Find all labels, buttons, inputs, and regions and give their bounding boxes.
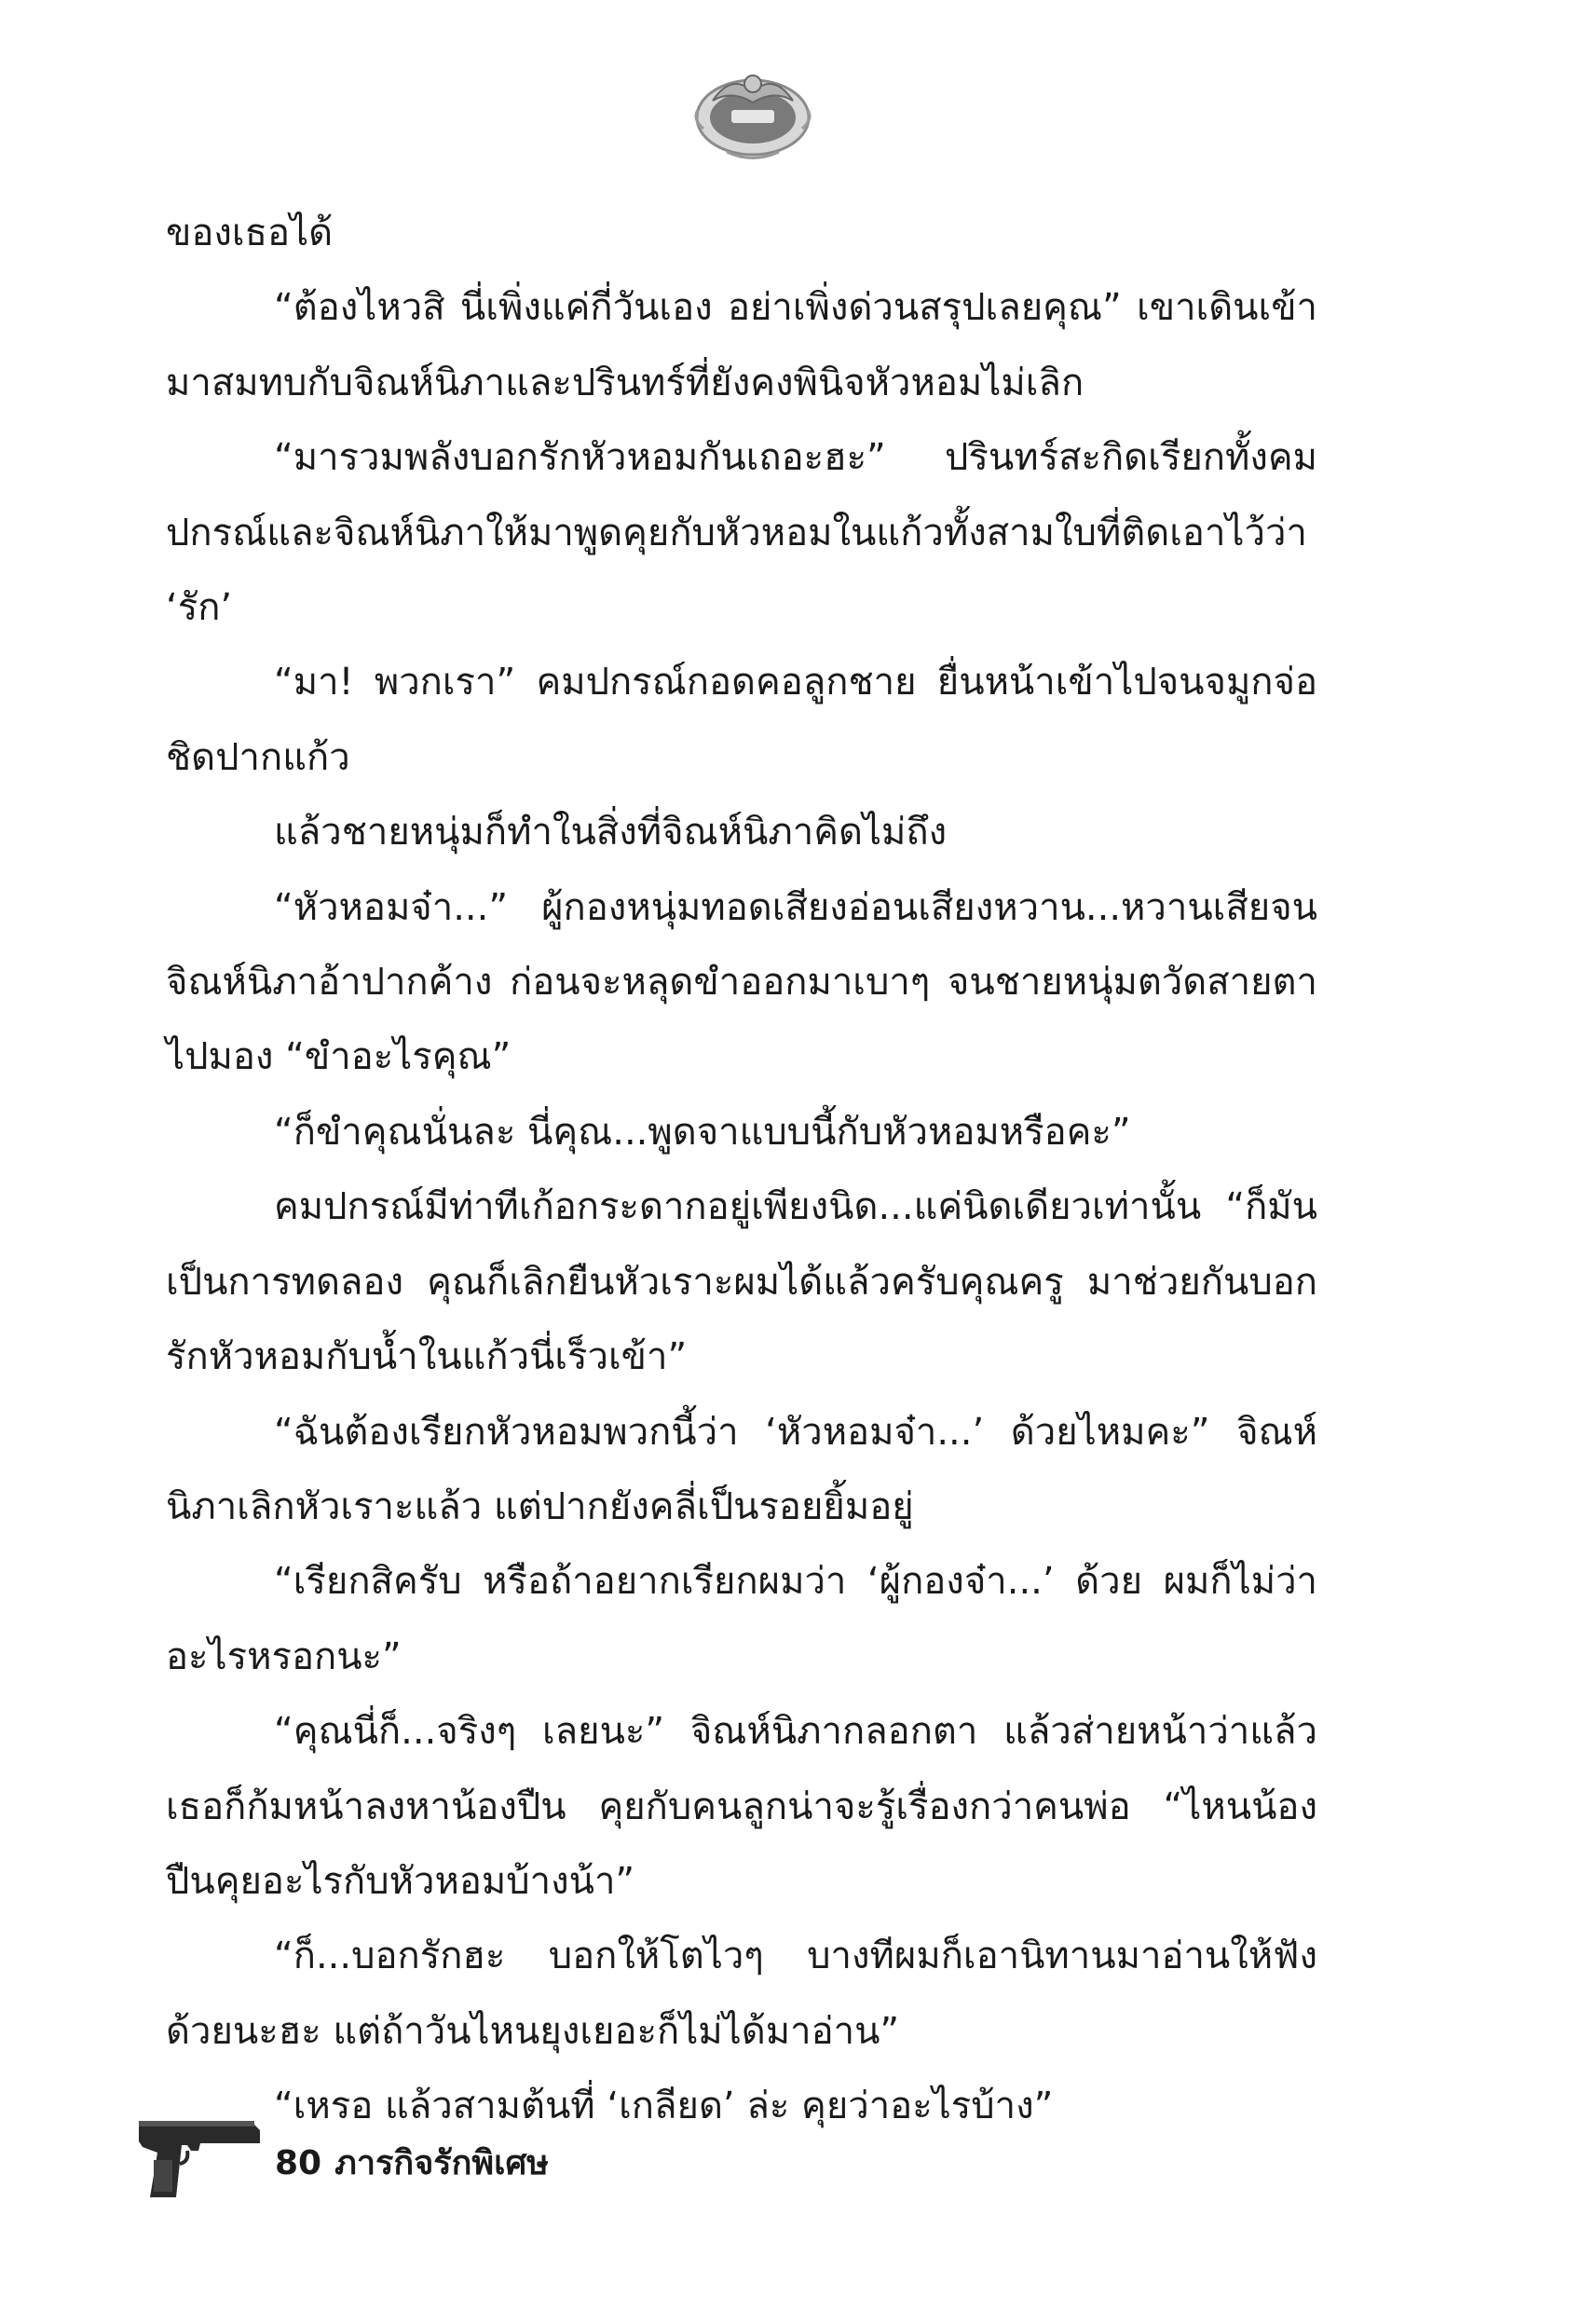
paragraph: “มา! พวกเรา” คมปกรณ์กอดคอลูกชาย ยื่นหน้าเข้าไปจนจมูกจ่อชิดปากแก้ว	[166, 661, 1317, 779]
paragraph: “มารวมพลังบอกรักหัวหอมกันเถอะฮะ” ปรินทร์สะกิดเรียกทั้งคมปกรณ์และจิณห์นิภาให้มาพูดคุยกับหัวหอมในแก้วทั้งสามใบที่ติดเอาไว้ว่า ‘รัก’	[166, 436, 1317, 630]
paragraph: คมปกรณ์มีท่าทีเก้อกระดากอยู่เพียงนิด...แค่นิดเดียวเท่านั้น “ก็มันเป็นการทดลอง คุณก็เลิกยืนหัวเราะผมได้แล้วครับคุณครู มาช่วยกันบอกรักหัวหอมกับน้ำในแก้วนี่เร็วเข้า”	[166, 1185, 1317, 1379]
paragraph: “เรียกสิครับ หรือถ้าอยากเรียกผมว่า ‘ผู้กองจ๋า...’ ด้วย ผมก็ไม่ว่าอะไรหรอกนะ”	[166, 1560, 1317, 1678]
publisher-logo-icon	[685, 63, 821, 166]
paragraph: “คุณนี่ก็...จริงๆ เลยนะ” จิณห์นิภากลอกตา แล้วส่ายหน้าว่าแล้วเธอก็ก้มหน้าลงหาน้องปืน คุยกับคนลูกน่าจะรู้เรื่องกว่าคนพ่อ “ไหนน้องปืนคุยอะไรกับหัวหอมบ้างน้า”	[166, 1710, 1317, 1903]
pistol-icon	[135, 2115, 266, 2201]
paragraph: แล้วชายหนุ่มก็ทำในสิ่งที่จิณห์นิภาคิดไม่ถึง	[274, 811, 948, 855]
paragraph: “หัวหอมจ๋า...” ผู้กองหนุ่มทอดเสียงอ่อนเสียงหวาน...หวานเสียจนจิณห์นิภาอ้าปากค้าง ก่อนจะหลุดขำออกมาเบาๆ จนชายหนุ่มตวัดสายตาไปมอง “ขำอะไรคุณ”	[166, 885, 1317, 1079]
paragraph: “ฉันต้องเรียกหัวหอมพวกนี้ว่า ‘หัวหอมจ๋า...’ ด้วยไหมคะ” จิณห์นิภาเลิกหัวเราะแล้ว แต่ปากยังคลี่เป็นรอยยิ้มอยู่	[166, 1410, 1317, 1528]
paragraph: ของเธอได้	[166, 212, 334, 254]
paragraph: “เหรอ แล้วสามต้นที่ ‘เกลียด’ ล่ะ คุยว่าอะไรบ้าง”	[274, 2085, 1054, 2128]
paragraph: “ต้องไหวสิ นี่เพิ่งแค่กี่วันเอง อย่าเพิ่งด่วนสรุปเลยคุณ” เขาเดินเข้ามาสมทบกับจิณห์นิภาและปรินทร์ที่ยังคงพินิจหัวหอมไม่เลิก	[166, 286, 1317, 404]
page-number: 80	[275, 2144, 322, 2182]
page-footer	[135, 2108, 787, 2210]
paragraph: “ก็ขำคุณนั่นละ นี่คุณ...พูดจาแบบนี้กับหัวหอมหรือคะ”	[274, 1110, 1131, 1154]
body-text	[166, 196, 1317, 2144]
page-folio	[275, 2136, 562, 2189]
book-title: ภารกิจรักพิเศษ	[334, 2144, 550, 2182]
paragraph: “ก็...บอกรักฮะ บอกให้โตไวๆ บางทีผมก็เอานิทานมาอ่านให้ฟังด้วยนะฮะ แต่ถ้าวันไหนยุงเยอะก็ไม่ได้มาอ่าน”	[166, 1935, 1317, 2053]
